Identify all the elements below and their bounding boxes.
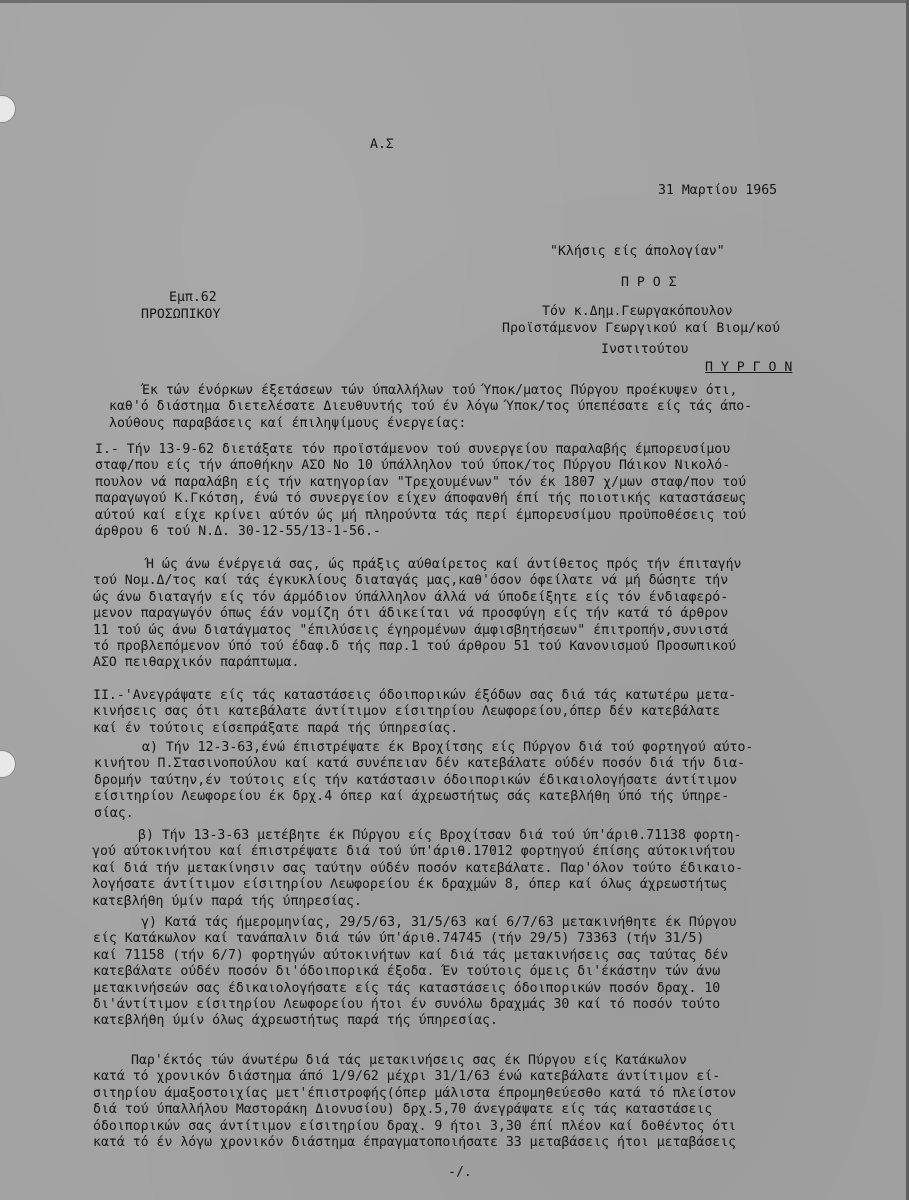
letter-subject: "Κλήσις είς άπολογίαν" [550, 244, 725, 259]
text-line: κινήτου Π.Στασινοπούλου καί κατά συνέπειαν δέν κατεβάλατε ούδέν ποσόν διά τήν δια- [94, 756, 746, 772]
text-line: τό προβλεπόμενον ύπό τού έδαφ.δ τής παρ.1 τού άρθρου 51 τού Κανονισμού Προσωπικού [93, 638, 737, 654]
text-line: λούθους παραβάσεις καί έπιληψίμους ένεργείας: [109, 415, 467, 431]
text-line: κατά τό χρονικόν διάστημα άπό 1/9/62 μέχρι 31/1/63 ένώ κατεβάλατε άντίτιμον εί- [93, 1069, 721, 1085]
item-c-paragraph [93, 915, 863, 1030]
page-edge [0, 0, 909, 3]
text-line: καί έν τούτοις είσεπράξατε παρά τής ύπηρεσίας. [93, 720, 459, 736]
pros-label: Π Ρ Ο Σ [621, 275, 677, 290]
text-line: σταφ/που είς τήν άποθήκην ΑΣΟ Νο 10 ύπάλληλον τού ύποκ/τος Πύργου Πάικον Νικολό- [95, 458, 731, 474]
text-line: ΑΣΟ πειθαρχικόν παράπτωμα. [93, 655, 300, 671]
text-line: καί 71158 (τήν 6/7) φορτηγών αύτοκινήτων καί διά τάς μετακινήσεις σας ταύτας δέν [93, 947, 729, 963]
text-line: παραγωγού Κ.Γκότση, ένώ τό συνεργείον είχεν άποφανθή έπί τής ποιοτικής καταστάσεως [95, 491, 747, 507]
recipient-name: Τόν κ.Δημ.Γεωργακόπουλον [542, 304, 733, 319]
text-line: δι'άντίτιμον είσιτηρίου Λεωφορείου ήτοι έν συνόλω δραχμάς 30 καί τό ποσόν τούτο [93, 996, 721, 1012]
text-line: μενον παραγωγόν όπως έάν νομίζη ότι άδικείται νά προσφύγη είς τήν κατά τό άρθρον [93, 606, 729, 622]
text-line: αύτού καί είχε κρίνει αύτόν ώς μή πληρούντα τάς περί έμπορευσίμου προϋποθέσεις τού [95, 507, 747, 523]
section-one-paragraph [95, 442, 865, 540]
text-line: είσιτηρίου Λεωφορείου έκ δρχ.4 όπερ καί άχρεωστήτως σάς κατεβλήθη ύπό τής ύπηρε- [94, 789, 730, 805]
text-line: πουλον νά παραλάβη είς τήν κατηγορίαν "Τρεχουμένων" τόν έκ 1807 χ/μων σταφ/πον τού [95, 474, 747, 490]
continuation-mark: -/. [448, 1165, 472, 1180]
text-line: όδοιπορικών σας άντίτιμον είσιτηρίου δραχ. 9 ήτοι 3,30 έπί πλέον καί δοθέντος ότι [93, 1118, 737, 1134]
reference-department: ΠΡΟΣΩΠΙΚΟΥ [141, 307, 221, 322]
text-line: Παρ'έκτός τών άνωτέρω διά τάς μετακινήσεις σας έκ Πύργου είς Κατάκωλον [131, 1053, 687, 1068]
recipient-city: Π Υ Ρ Γ Ο Ν [705, 360, 793, 375]
text-line: διά τού ύπαλλήλου Μαστοράκη Διονυσίου) δρχ.5,70 άνεγράψατε είς τάς καταστάσεις [93, 1102, 713, 1118]
text-line: καί διά τήν μετακίνησιν σας ταύτην ούδέν ποσόν κατεβάλατε. Παρ'όλον τούτο έδικαιο- [92, 860, 744, 876]
text-line: γ) Κατά τάς ήμερομηνίας, 29/5/63, 31/5/63 καί 6/7/63 μετακινήθητε έκ Πύργου [141, 915, 737, 930]
text-line: σιτηρίου άμαξοστοιχίας μετ'έπιστροφής(όπερ μάλιστα έπρομηθεύεσθο κατά τό πλείστον [93, 1085, 737, 1101]
text-line: κατεβλήθη ύμίν παρά τής ύπηρεσίας. [92, 893, 362, 909]
item-b-paragraph [92, 828, 862, 910]
section-one-assessment [93, 557, 863, 672]
text-line: α) Τήν 12-3-63,ένώ έπιστρέψατε έκ Βροχίτσης είς Πύργον διά τού φορτηγού αύτο- [142, 740, 754, 755]
text-line: κατά τό έν λόγω χρονικόν διάστημα έπραγματοποιήσατε 33 μεταβάσεις ήτοι μεταβάσεις [93, 1134, 737, 1150]
text-line: άρθρου 6 τού Ν.Δ. 30-12-55/13-1-56.- [95, 523, 381, 539]
text-line: Έκ τών ένόρκων έξετάσεων τών ύπαλλήλων τού Ύποκ/ματος Πύργου προέκυψεν ότι, [142, 383, 738, 398]
text-line: ΙΙ.-'Ανεγράψατε είς τάς καταστάσεις όδοιπορικών έξόδων σας διά τάς κατωτέρω μετα- [93, 688, 737, 703]
text-line: δρομήν ταύτην,έν τούτοις είς τήν κατάστασιν όδοιπορικών έδικαιολογήσατε άντίτιμον [94, 772, 738, 788]
text-line: καθ'ό διάστημα διετελέσατε Διευθυντής τού έν λόγω Ύποκ/τος ύπεπέσατε είς τάς άπο- [109, 399, 753, 415]
text-line: Ι.- Τήν 13-9-62 διετάξατε τόν προϊστάμενον τού συνεργείου παραλαβής έμπορευσίμου [95, 442, 731, 457]
header-initials: Α.Σ [370, 137, 394, 152]
text-line: 11 τού ώς άνω διατάγματος "έπιλύσεις έγηρομένων άμφισβητήσεων" έπιτροπήν,συνιστά [93, 622, 729, 638]
text-line: τού Νομ.Δ/τος καί τάς έγκυκλίους διαταγάς μας,καθ'όσον όφείλατε νά μή δώσητε τήν [93, 573, 729, 589]
text-line: λογήσατε άντίτιμον είσιτηρίου Λεωφορείου έκ δραχμών 8, όπερ καί όλως άχρεωστήτως [92, 877, 728, 893]
recipient-institute: Ινστιτούτου [601, 342, 689, 357]
text-line: κατεβάλατε ούδέν ποσόν δι'όδοιπορικά έξοδα. Έν τούτοις όμεις δι'έκάστην τών άνω [93, 964, 721, 980]
text-line: σίας. [94, 805, 134, 821]
text-line: κινήσεις σας ότι κατεβάλατε άντίτιμον είσιτηρίου Λεωφορείου,όπερ δέν κατεβάλατε [93, 704, 721, 720]
text-line: κατεβλήθη ύμίν όλως άχρεωστήτως παρά τής ύπηρεσίας. [93, 1013, 498, 1029]
reference-number: Εμπ.62 [169, 290, 217, 305]
section-three-paragraph [93, 1053, 863, 1151]
text-line: Ή ώς άνω ένέργειά σας, ώς πράξις αύθαίρετος καί άντίθετος πρός τήν έπιταγήν [146, 557, 742, 572]
text-line: β) Τήν 13-3-63 μετέβητε έκ Πύργου είς Βροχίτσαν διά τού ύπ'άριθ.71138 φορτη- [138, 828, 742, 843]
text-line: γού αύτοκινήτου καί έπιστρέψατε διά τού ύπ'άριθ.17012 φορτηγού έπίσης αύτοκινήτου [92, 844, 736, 860]
letter-date: 31 Μαρτίου 1965 [658, 183, 778, 198]
text-line: μετακινήσεών σας έδικαιολογήσατε είς τάς καταστάσεις όδοιπορικών ποσόν δραχ. 10 [93, 980, 721, 996]
item-a-paragraph [94, 740, 864, 822]
recipient-title: Προϊστάμενον Γεωργικού καί Βιομ/κού [502, 321, 780, 336]
section-two-paragraph [93, 688, 863, 737]
text-line: είς Κατάκωλον καί τανάπαλιν διά τών ύπ'άριθ.74745 (τήν 29/5) 73363 (τήν 31/5) [93, 931, 705, 947]
punch-hole [0, 750, 16, 778]
intro-paragraph [109, 383, 909, 432]
text-line: ώς άνω διαταγήν είς τόν άρμόδιον ύπάλληλον άλλά νά ύποδείξητε είς τόν ένδιαφερό- [93, 589, 729, 605]
punch-hole [0, 95, 16, 123]
